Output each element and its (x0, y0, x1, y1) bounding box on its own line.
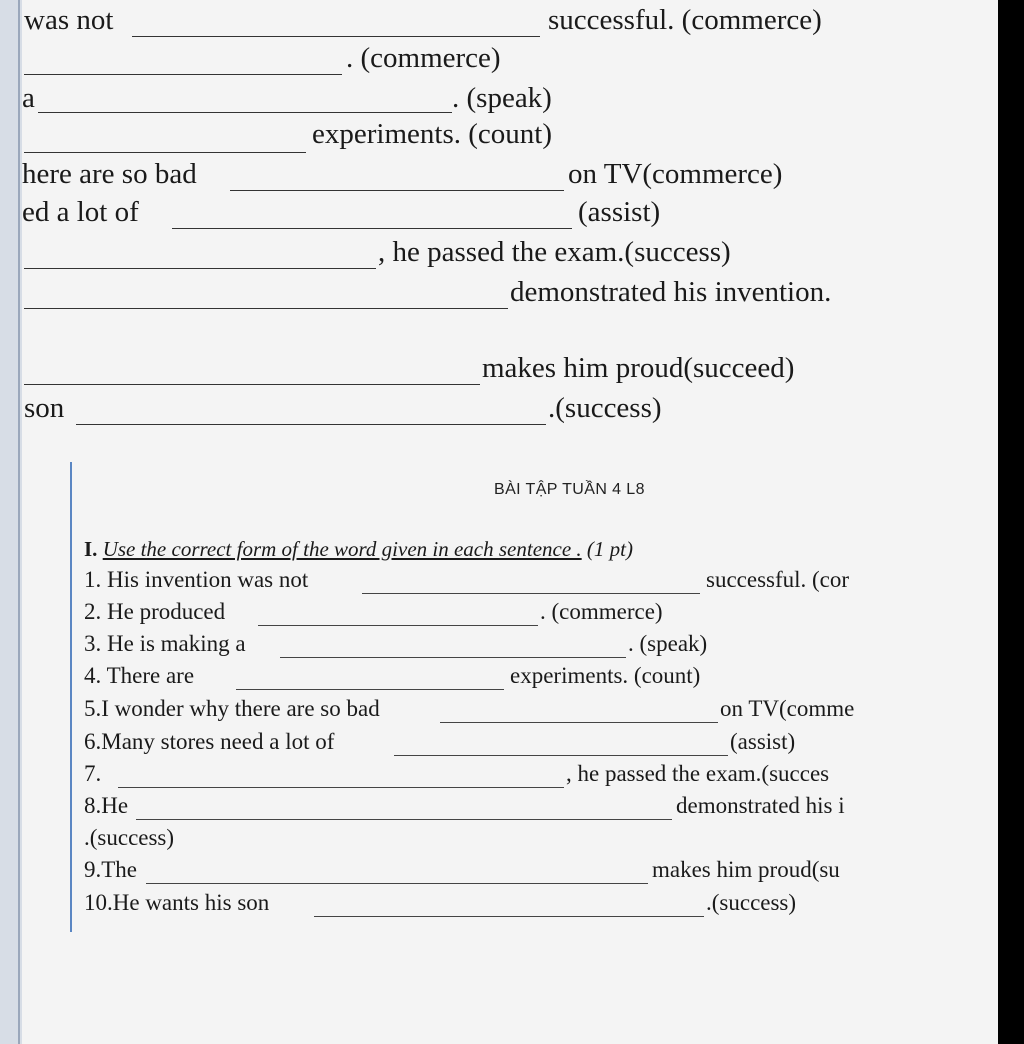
upper-line-4-right: experiments. (count) (312, 118, 552, 150)
answer-blank (24, 384, 480, 385)
item-5-left: 5.I wonder why there are so bad (84, 696, 380, 721)
upper-line-5-left: here are so bad (22, 158, 197, 190)
item-9-right: makes him proud(su (652, 857, 840, 882)
answer-blank (38, 112, 452, 113)
item-3-left: 3. He is making a (84, 631, 246, 656)
answer-blank (24, 268, 376, 269)
answer-blank (146, 883, 648, 884)
answer-blank (236, 689, 504, 690)
item-2-left: 2. He produced (84, 599, 226, 624)
answer-blank (76, 424, 546, 425)
item-7-right: , he passed the exam.(succes (566, 761, 830, 786)
upper-line-5-right: on TV(commerce) (568, 158, 783, 190)
answer-blank (280, 657, 626, 658)
answer-blank (136, 819, 672, 820)
upper-line-10-left: son (24, 392, 65, 424)
item-6-left: 6.Many stores need a lot of (84, 729, 335, 754)
item-10-right: .(success) (706, 890, 797, 915)
item-4-right: experiments. (count) (510, 663, 701, 688)
answer-blank (24, 152, 306, 153)
upper-line-10-right: .(success) (548, 392, 662, 424)
item-9-left: 9.The (84, 857, 138, 882)
answer-blank (118, 787, 564, 788)
item-10-left: 10.He wants his son (84, 890, 270, 915)
upper-line-8-right: demonstrated his invention. (510, 276, 832, 308)
upper-line-7-right: , he passed the exam.(success) (378, 236, 731, 268)
upper-line-9-right: makes him proud(succeed) (482, 352, 795, 384)
answer-blank (230, 190, 564, 191)
answer-blank (258, 625, 538, 626)
item-4-left: 4. There are (84, 663, 195, 688)
instruction-points: (1 pt) (586, 537, 633, 561)
upper-line-1-right: successful. (commerce) (548, 4, 822, 36)
upper-line-6-left: ed a lot of (22, 196, 139, 228)
item-2-right: . (commerce) (540, 599, 663, 624)
answer-blank (24, 74, 342, 75)
exercise-instruction (84, 537, 633, 562)
answer-blank (440, 722, 718, 723)
answer-blank (24, 308, 508, 309)
item-8-continuation: .(success) (84, 825, 175, 850)
item-1-left: 1. His invention was not (84, 567, 309, 592)
upper-line-3-right: . (speak) (452, 82, 552, 114)
upper-line-3-left: a (22, 82, 35, 114)
margin-rule (70, 462, 72, 932)
instruction-text: Use the correct form of the word given in each sentence . (102, 537, 582, 561)
item-3-right: . (speak) (628, 631, 708, 656)
answer-blank (362, 593, 700, 594)
item-8-left: 8.He (84, 793, 129, 818)
item-7-left: 7. (84, 761, 102, 786)
item-6-right: (assist) (730, 729, 796, 754)
item-1-right: successful. (cor (706, 567, 850, 592)
upper-line-6-right: (assist) (578, 196, 661, 228)
answer-blank (314, 916, 704, 917)
upper-line-1-left: was not (24, 4, 114, 36)
answer-blank (132, 36, 540, 37)
worksheet-heading: BÀI TẬP TUẦN 4 L8 (494, 481, 645, 498)
instruction-number: I. (84, 537, 98, 561)
answer-blank (172, 228, 572, 229)
item-5-right: on TV(comme (720, 696, 855, 721)
upper-line-2-right: . (commerce) (346, 42, 501, 74)
answer-blank (394, 755, 728, 756)
item-8-right: demonstrated his i (676, 793, 845, 818)
page-left-edge (0, 0, 22, 1044)
